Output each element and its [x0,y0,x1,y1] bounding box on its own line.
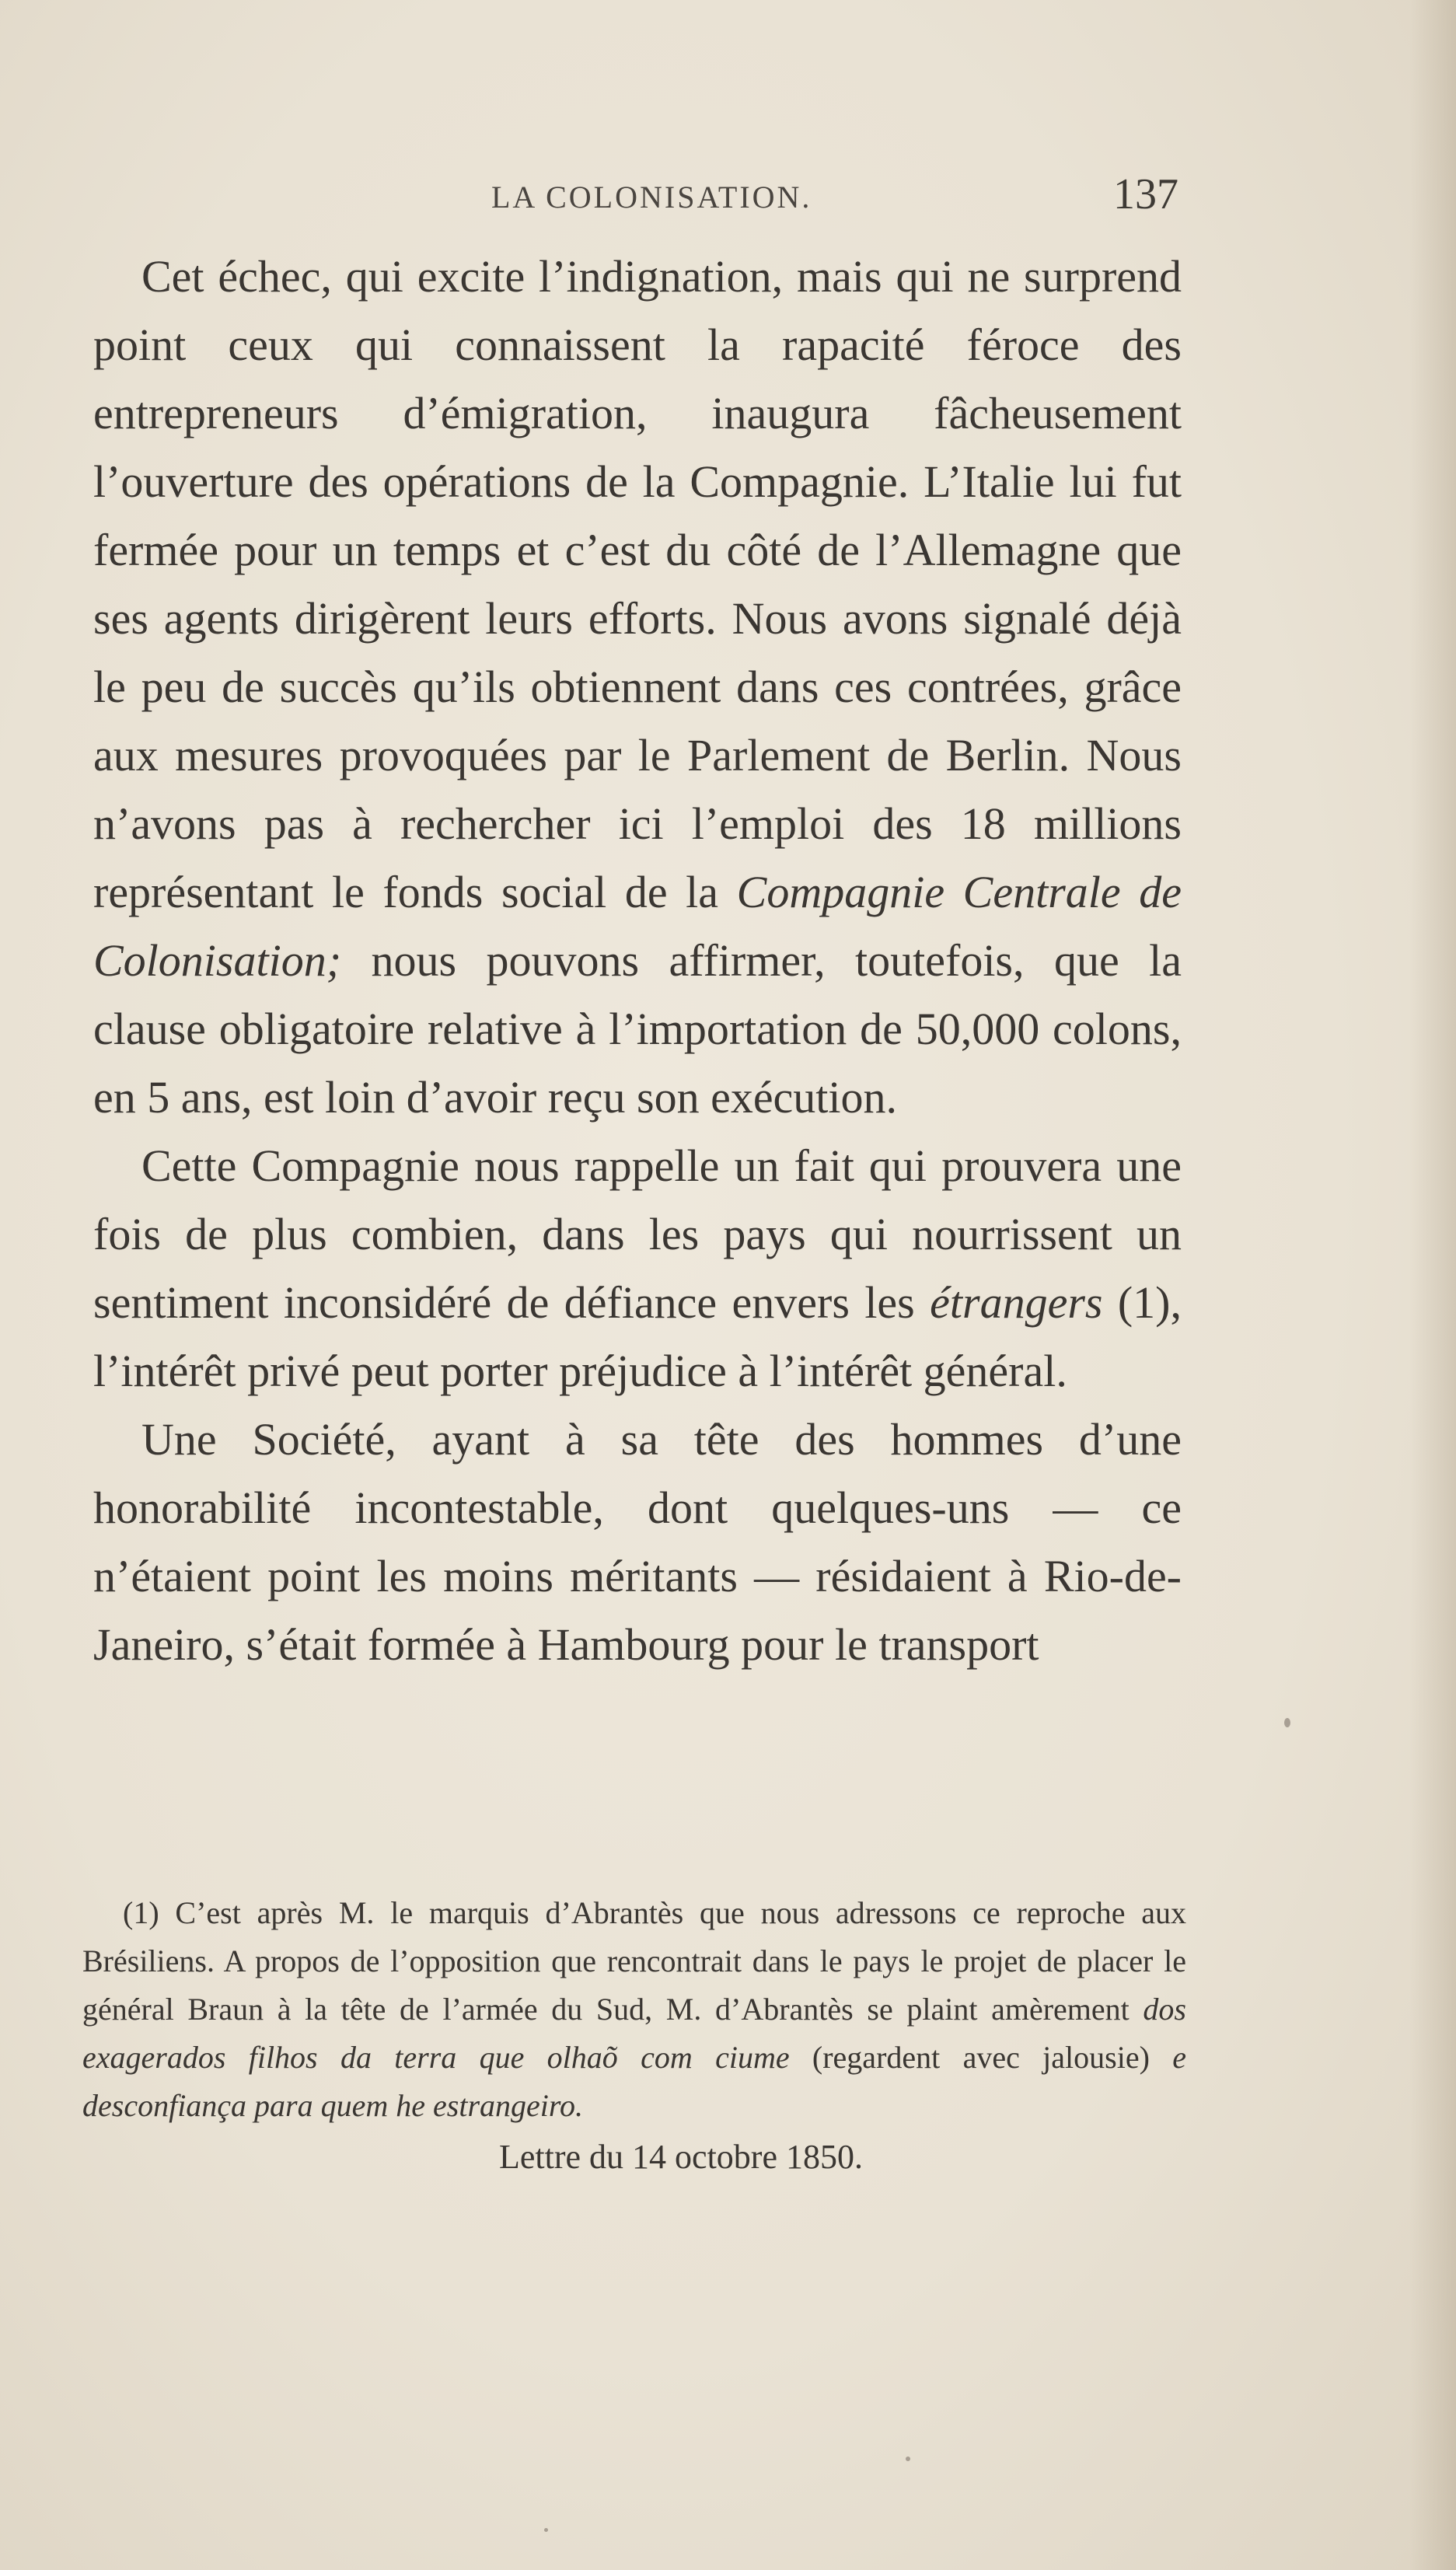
footnote-text-a: (1) C’est après M. le marquis d’Abrantès que nous adressons ce reproche aux Brésiliens. A propos de l’opposition que rencontrait dans le pays le projet de placer le général Braun à la tête de l’armée du Sud, M. d’Abrantès se plaint amèrement [82,1895,1186,2027]
paragraph-2-italic: étrangers [930,1277,1103,1328]
paper-speck [906,2457,910,2461]
footnote-italic-2: e desconfiança para quem he estrangeiro. [82,2040,1186,2123]
paragraph-2 [93,1132,1182,1405]
footnote-text [82,1889,1186,2130]
page-edge-shadow [1409,0,1456,2570]
paragraph-1-text-b: nous pouvons affirmer, toutefois, que la clause obligatoire relative à l’importation de 50,000 colons, en 5 ans, est loin d’avoir reçu son exécution. [93,935,1182,1123]
paragraph-3: Une Société, ayant à sa tête des hommes d’une honorabilité incontestable, dont quelques-uns — ce n’étaient point les moins méritants — résidaient à Rio-de-Janeiro, s’était formée à Hambourg pour le transport [93,1414,1182,1670]
footnote [82,1889,1186,2181]
running-title: LA COLONISATION. [491,180,812,215]
paper-speck [544,2528,548,2532]
page-header [0,169,1456,224]
main-text [93,243,1182,1679]
paragraph-2-text-b: (1), l’intérêt privé peut porter préjudice à l’intérêt général. [93,1277,1182,1396]
footnote-text-b: (regardent avec jalousie) [789,2040,1173,2075]
paper-speck [1284,1718,1290,1727]
paragraph-1 [93,243,1182,1132]
paragraph-2-text-a: Cette Compagnie nous rappelle un fait qui prouvera une fois de plus combien, dans les pays qui nourrissent un sentiment inconsidéré de défiance envers les [93,1140,1182,1328]
paragraph-1-italic: Compagnie Centrale de Colonisation; [93,867,1182,986]
footnote-italic-1: dos exagerados filhos da terra que olhaõ com ciume [82,1992,1186,2075]
footnote-signature: Lettre du 14 octobre 1850. [499,2138,863,2176]
paragraph-1-text-a: Cet échec, qui excite l’indignation, mais qui ne surprend point ceux qui connaissent la rapacité féroce des entrepreneurs d’émigration, inaugura fâcheusement l’ouverture des opérations de la Compagnie. L’Italie lui fut fermée pour un temps et c’est du côté de l’Allemagne que ses agents dirigèrent leurs efforts. Nous avons signalé déjà le peu de succès qu’ils obtiennent dans ces contrées, grâce aux mesures provoquées par le Parlement de Berlin. Nous n’avons pas à rechercher ici l’emploi des 18 millions représentant le fonds social de la [93,251,1182,917]
page-number: 137 [1113,170,1178,218]
